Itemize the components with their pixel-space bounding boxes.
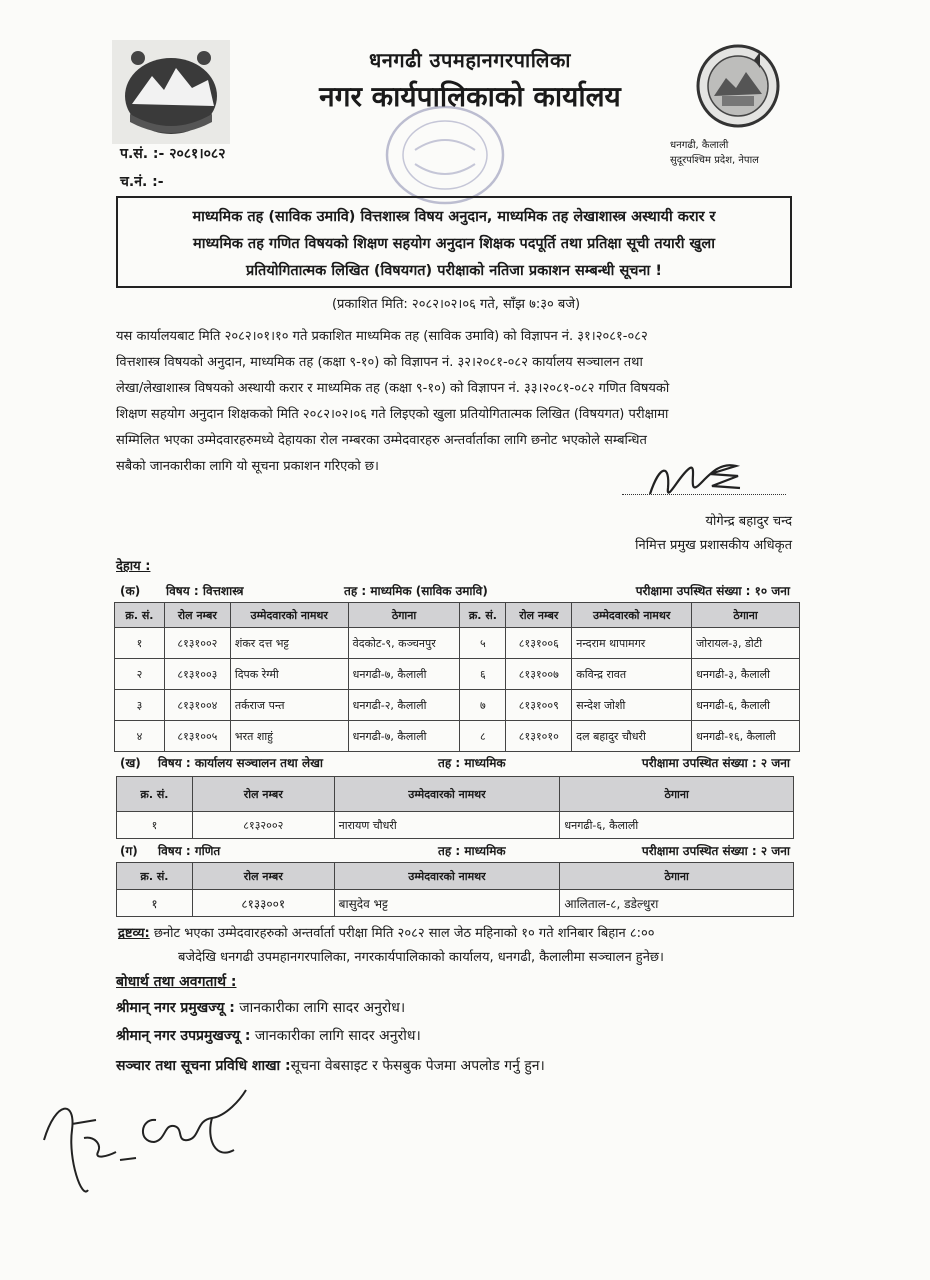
notice-title-box bbox=[116, 196, 792, 288]
title-line: माध्यमिक तह गणित विषयको शिक्षण सहयोग अनुदान शिक्षक पदपूर्ति तथा प्रतिक्षा सूची तयारी खुला bbox=[193, 236, 715, 252]
cc-recipient: सञ्चार तथा सूचना प्रविधि शाखा : bbox=[116, 1058, 291, 1074]
cell: ३ bbox=[115, 690, 165, 721]
cc-text: सूचना वेबसाइट र फेसबुक पेजमा अपलोड गर्नु हुन। bbox=[290, 1058, 545, 1074]
handwritten-signature-icon bbox=[36, 1080, 252, 1210]
cell: ८१३१००४ bbox=[164, 690, 230, 721]
cell: ८१३१००७ bbox=[506, 659, 572, 690]
col-header: रोल नम्बर bbox=[192, 863, 334, 890]
section-count: परीक्षामा उपस्थित संख्या : २ जना bbox=[641, 844, 790, 858]
col-header: उम्मेदवारको नामथर bbox=[230, 603, 348, 628]
cell: १ bbox=[115, 628, 165, 659]
cell: १ bbox=[117, 890, 193, 917]
signer-block bbox=[622, 510, 792, 558]
letterhead bbox=[260, 46, 680, 115]
section-ka-header bbox=[116, 582, 800, 600]
cell: वेदकोट-९, कञ्चनपुर bbox=[348, 628, 460, 659]
cell: धनगढी-३, कैलाली bbox=[692, 659, 800, 690]
cell: ८१३१००९ bbox=[506, 690, 572, 721]
office-name: नगर कार्यपालिकाको कार्यालय bbox=[319, 80, 621, 113]
section-level: तह : माध्यमिक bbox=[438, 844, 506, 858]
cell: धनगढी-२, कैलाली bbox=[348, 690, 460, 721]
cell: ८१३१००२ bbox=[164, 628, 230, 659]
cell: ८१३१००५ bbox=[164, 721, 230, 752]
cell: १ bbox=[117, 812, 193, 839]
section-kha-header bbox=[116, 754, 800, 772]
col-header: उम्मेदवारको नामथर bbox=[334, 777, 560, 812]
cell: ७ bbox=[460, 690, 506, 721]
col-header: क्र. सं. bbox=[117, 777, 193, 812]
cell: बासुदेव भट्ट bbox=[334, 890, 560, 917]
section-subject: विषय : गणित bbox=[158, 844, 221, 858]
address-line: सुदूरपश्चिम प्रदेश, नेपाल bbox=[670, 155, 759, 166]
section-label: (ख) bbox=[120, 756, 141, 770]
col-header: उम्मेदवारको नामथर bbox=[334, 863, 560, 890]
note-text: छनोट भएका उम्मेदवारहरुको अन्तर्वार्ता परीक्षा मिति २०८२ साल जेठ महिनाको १० गते शनिबार बिहान ८:०० bbox=[149, 926, 655, 941]
title-line: माध्यमिक तह (साविक उमावि) वित्तशास्त्र विषय अनुदान, माध्यमिक तह लेखाशास्त्र अस्थायी करार र bbox=[192, 209, 716, 225]
cc-line bbox=[116, 998, 405, 1017]
cc-heading: बोधार्थ तथा अवगतार्थ : bbox=[116, 974, 237, 990]
col-header: ठेगाना bbox=[692, 603, 800, 628]
cc-line bbox=[116, 1056, 545, 1075]
table-ka bbox=[114, 602, 800, 752]
annex-heading: देहाय : bbox=[116, 559, 151, 574]
section-count: परीक्षामा उपस्थित संख्या : १० जना bbox=[635, 584, 790, 598]
note-line bbox=[118, 922, 798, 946]
cell: जोरायल-३, डोटी bbox=[692, 628, 800, 659]
cell: कविन्द्र रावत bbox=[572, 659, 692, 690]
reference-numbers bbox=[120, 140, 225, 196]
table-row bbox=[115, 659, 800, 690]
address-line: धनगढी, कैलाली bbox=[670, 140, 729, 151]
signature-line bbox=[622, 494, 786, 495]
col-header: रोल नम्बर bbox=[164, 603, 230, 628]
cell: २ bbox=[115, 659, 165, 690]
office-address bbox=[670, 138, 830, 168]
cell: नन्दराम थापामगर bbox=[572, 628, 692, 659]
col-header: ठेगाना bbox=[560, 777, 794, 812]
cell: सन्देश जोशी bbox=[572, 690, 692, 721]
cc-line bbox=[116, 1026, 421, 1045]
col-header: उम्मेदवारको नामथर bbox=[572, 603, 692, 628]
cell: ८१३१०१० bbox=[506, 721, 572, 752]
note-block bbox=[118, 922, 798, 970]
ref-number: प.सं. :- २०८१।०८२ bbox=[120, 146, 226, 162]
col-header: ठेगाना bbox=[560, 863, 794, 890]
body-line: यस कार्यालयबाट मिति २०८२।०१।१० गते प्रकाशित माध्यमिक तह (साविक उमावि) को विज्ञापन नं. ३१।२०८१-०८२ bbox=[116, 329, 648, 344]
cell: धनगढी-६, कैलाली bbox=[692, 690, 800, 721]
table-header-row bbox=[115, 603, 800, 628]
cell: ८ bbox=[460, 721, 506, 752]
office-stamp-icon bbox=[380, 100, 510, 210]
section-level: तह : माध्यमिक bbox=[438, 756, 506, 770]
cell: धनगढी-७, कैलाली bbox=[348, 659, 460, 690]
table-row bbox=[115, 721, 800, 752]
cell: धनगढी-७, कैलाली bbox=[348, 721, 460, 752]
col-header: ठेगाना bbox=[348, 603, 460, 628]
dispatch-number: च.नं. :- bbox=[120, 174, 164, 190]
signer-name: योगेन्द्र बहादुर चन्द bbox=[705, 514, 792, 529]
note-line: बजेदेखि धनगढी उपमहानगरपालिका, नगरकार्यपालिकाको कार्यालय, धनगढी, कैलालीमा सञ्चालन हुनेछ। bbox=[178, 950, 664, 965]
cell: ६ bbox=[460, 659, 506, 690]
section-label: (ग) bbox=[120, 844, 138, 858]
cell: ४ bbox=[115, 721, 165, 752]
table-header-row bbox=[117, 863, 794, 890]
municipality-name: धनगढी उपमहानगरपालिका bbox=[368, 48, 571, 72]
table-row bbox=[115, 690, 800, 721]
section-subject: विषय : वित्तशास्त्र bbox=[166, 584, 244, 598]
cell: दल बहादुर चौधरी bbox=[572, 721, 692, 752]
col-header: रोल नम्बर bbox=[506, 603, 572, 628]
officer-signature-icon bbox=[640, 454, 750, 510]
cell: ८१३१००६ bbox=[506, 628, 572, 659]
col-header: क्र. सं. bbox=[117, 863, 193, 890]
table-kha bbox=[116, 776, 794, 839]
cc-recipient: श्रीमान् नगर उपप्रमुखज्यू : bbox=[116, 1028, 251, 1044]
cc-text: जानकारीका लागि सादर अनुरोध। bbox=[234, 1000, 406, 1016]
cc-recipient: श्रीमान् नगर प्रमुखज्यू : bbox=[116, 1000, 235, 1016]
table-ga bbox=[116, 862, 794, 917]
table-row bbox=[117, 812, 794, 839]
table-header-row bbox=[117, 777, 794, 812]
body-line: सबैको जानकारीका लागि यो सूचना प्रकाशन गरिएको छ। bbox=[116, 459, 379, 474]
col-header: रोल नम्बर bbox=[192, 777, 334, 812]
body-line: लेखा/लेखाशास्त्र विषयको अस्थायी करार र माध्यमिक तह (कक्षा ९-१०) को विज्ञापन नं. ३३।२०८१-०८२ गणित विषयको bbox=[116, 381, 670, 396]
cc-text: जानकारीका लागि सादर अनुरोध। bbox=[250, 1028, 421, 1044]
section-level: तह : माध्यमिक (साविक उमावि) bbox=[344, 584, 488, 598]
section-label: (क) bbox=[120, 584, 141, 598]
cell: ८१३३००१ bbox=[192, 890, 334, 917]
col-header: क्र. सं. bbox=[460, 603, 506, 628]
cell: नारायण चौधरी bbox=[334, 812, 560, 839]
cell: ५ bbox=[460, 628, 506, 659]
table-row bbox=[117, 890, 794, 917]
signer-designation: निमित्त प्रमुख प्रशासकीय अधिकृत bbox=[635, 538, 792, 553]
table-row bbox=[115, 628, 800, 659]
cell: धनगढी-१६, कैलाली bbox=[692, 721, 800, 752]
cell: शंकर दत्त भट्ट bbox=[230, 628, 348, 659]
section-count: परीक्षामा उपस्थित संख्या : २ जना bbox=[641, 756, 790, 770]
title-line: प्रतियोगितात्मक लिखित (विषयगत) परीक्षाको नतिजा प्रकाशन सम्बन्धी सूचना ! bbox=[246, 263, 662, 279]
cell: दिपक रेग्मी bbox=[230, 659, 348, 690]
cell: तर्कराज पन्त bbox=[230, 690, 348, 721]
cell: ८१३२००२ bbox=[192, 812, 334, 839]
body-line: सम्मिलित भएका उम्मेदवारहरुमध्ये देहायका रोल नम्बरका उम्मेदवारहरु अन्तर्वार्ताका लागि छनोट भएकोले सम्बन्धित bbox=[116, 433, 647, 448]
note-label: द्रष्टव्य: bbox=[118, 926, 150, 941]
nepal-government-emblem-icon bbox=[112, 40, 230, 144]
cell: आलिताल-८, डडेल्धुरा bbox=[560, 890, 794, 917]
cell: ८१३१००३ bbox=[164, 659, 230, 690]
col-header: क्र. सं. bbox=[115, 603, 165, 628]
municipality-logo-icon bbox=[696, 44, 780, 128]
body-line: शिक्षण सहयोग अनुदान शिक्षकको मिति २०८२।०२।०६ गते लिइएको खुला प्रतियोगितात्मक लिखित (विषयगत) परीक्षामा bbox=[116, 407, 669, 422]
cell: धनगढी-६, कैलाली bbox=[560, 812, 794, 839]
section-ga-header bbox=[116, 842, 800, 860]
cell: भरत शाहुं bbox=[230, 721, 348, 752]
section-subject: विषय : कार्यालय सञ्चालन तथा लेखा bbox=[158, 756, 324, 770]
published-date: (प्रकाशित मिति: २०८२।०२।०६ गते, साँझ ७:३० बजे) bbox=[331, 297, 581, 312]
body-line: वित्तशास्त्र विषयको अनुदान, माध्यमिक तह (कक्षा ९-१०) को विज्ञापन नं. ३२।२०८१-०८२ कार्यालय सञ्चालन तथा bbox=[116, 355, 643, 370]
